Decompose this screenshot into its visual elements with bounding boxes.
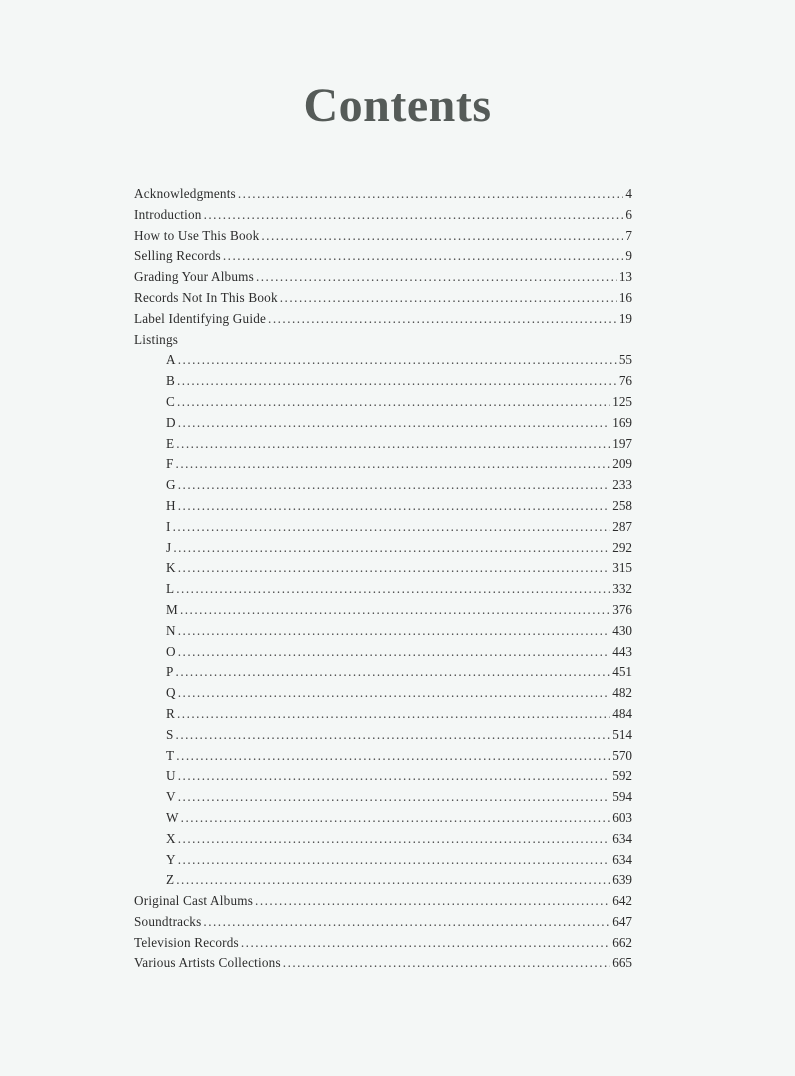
toc-label: Grading Your Albums [134, 269, 254, 285]
toc-label: E [166, 435, 175, 451]
dot-leader [178, 850, 610, 871]
toc-label: Q [166, 685, 176, 701]
toc-entry-letter [134, 662, 632, 683]
toc-page-number: 287 [612, 518, 632, 534]
toc-label: Selling Records [134, 248, 221, 264]
toc-page-number: 451 [612, 664, 632, 680]
dot-leader [261, 226, 623, 247]
toc-label: Z [166, 872, 175, 888]
toc-label: Original Cast Albums [134, 893, 254, 909]
dot-leader [181, 808, 611, 829]
toc-page-number: 209 [612, 456, 632, 472]
toc-label: Label Identifying Guide [134, 310, 267, 326]
dot-leader [173, 538, 610, 559]
toc-entry-acknowledgments [134, 184, 632, 205]
dot-leader [268, 309, 617, 330]
toc-label: Introduction [134, 206, 202, 222]
dot-leader [241, 933, 610, 954]
toc-label: U [166, 768, 176, 784]
toc-label: G [166, 477, 176, 493]
toc-page-number: 647 [612, 913, 632, 929]
toc-page-number: 197 [612, 435, 632, 451]
toc-entry-listings [134, 330, 632, 351]
toc-entry-original-cast [134, 891, 632, 912]
toc-label: C [166, 393, 175, 409]
toc-label: Records Not In This Book [134, 289, 278, 305]
page-title: Contents [303, 79, 492, 132]
toc-label: B [166, 373, 175, 389]
dot-leader [178, 642, 610, 663]
dot-leader [178, 621, 610, 642]
toc-entry-label-guide [134, 309, 632, 330]
toc-page-number: 642 [612, 893, 632, 909]
dot-leader [177, 392, 610, 413]
toc-label: How to Use This Book [134, 227, 260, 243]
toc-page-number: 4 [625, 186, 632, 201]
toc-page-number: 665 [612, 955, 632, 971]
toc-entry-letter [134, 371, 632, 392]
toc-page-number: 603 [612, 809, 632, 825]
toc-entry-letter [134, 642, 632, 663]
dot-leader [176, 434, 610, 455]
toc-entry-letter [134, 579, 632, 600]
toc-entry-letter [134, 558, 632, 579]
dot-leader [256, 267, 617, 288]
toc-entry-letter [134, 704, 632, 725]
dot-leader [178, 475, 610, 496]
toc-entry-letter [134, 454, 632, 475]
toc-page-number: 7 [625, 227, 632, 243]
toc-page-number: 592 [612, 768, 632, 784]
toc-page-number: 9 [625, 248, 632, 264]
toc-page-number: 169 [612, 414, 632, 430]
dot-leader [176, 746, 610, 767]
toc-label: L [166, 581, 175, 597]
toc-label: R [166, 705, 175, 721]
dot-leader [178, 683, 610, 704]
toc-label: O [166, 643, 176, 659]
toc-entry-letter [134, 621, 632, 642]
table-of-contents [134, 184, 632, 974]
toc-page-number: 570 [612, 747, 632, 763]
toc-page-number: 55 [618, 352, 632, 368]
toc-entry-letter [134, 829, 632, 850]
dot-leader [176, 662, 611, 683]
toc-label: A [166, 352, 176, 368]
toc-label: Acknowledgments [134, 186, 236, 201]
toc-entry-letter [134, 725, 632, 746]
toc-page-number: 484 [612, 705, 632, 721]
toc-label: N [166, 622, 176, 638]
toc-page-number: 125 [612, 393, 632, 409]
toc-page-number: 16 [618, 289, 632, 305]
toc-page-number: 332 [612, 581, 632, 597]
toc-label: S [166, 726, 174, 742]
toc-page-number: 430 [612, 622, 632, 638]
dot-leader [178, 350, 617, 371]
toc-page-number: 76 [618, 373, 632, 389]
toc-page-number: 639 [612, 872, 632, 888]
toc-label: D [166, 414, 176, 430]
toc-entry-letter [134, 496, 632, 517]
toc-label: Television Records [134, 934, 239, 950]
dot-leader [173, 517, 611, 538]
dot-leader [178, 766, 610, 787]
toc-page-number: 13 [618, 269, 632, 285]
toc-label: F [166, 456, 174, 472]
toc-entry-letter [134, 434, 632, 455]
dot-leader [176, 454, 611, 475]
dot-leader [223, 246, 624, 267]
toc-entry-letter [134, 870, 632, 891]
toc-page-number: 662 [612, 934, 632, 950]
toc-label: P [166, 664, 174, 680]
dot-leader [238, 184, 624, 205]
toc-entry-television [134, 933, 632, 954]
toc-page-number: 292 [612, 539, 632, 555]
dot-leader [178, 558, 610, 579]
toc-entry-letter [134, 808, 632, 829]
toc-label: K [166, 560, 176, 576]
toc-page-number: 19 [618, 310, 632, 326]
dot-leader [176, 870, 610, 891]
toc-page-number: 258 [612, 497, 632, 513]
dot-leader [178, 496, 610, 517]
dot-leader [180, 600, 610, 621]
toc-entry-letter [134, 413, 632, 434]
dot-leader [204, 205, 624, 226]
toc-entry-letter [134, 392, 632, 413]
dot-leader [178, 413, 610, 434]
toc-label: I [166, 518, 171, 534]
toc-label: M [166, 601, 178, 617]
toc-page-number: 634 [612, 830, 632, 846]
dot-leader [178, 829, 610, 850]
toc-label: W [166, 809, 179, 825]
toc-label: T [166, 747, 175, 763]
toc-page-number: 594 [612, 789, 632, 805]
toc-entry-letter [134, 517, 632, 538]
dot-leader [178, 787, 610, 808]
toc-entry-letter [134, 350, 632, 371]
toc-label: V [166, 789, 176, 805]
toc-entry-soundtracks [134, 912, 632, 933]
toc-label: Various Artists Collections [134, 955, 281, 971]
toc-page-number: 634 [612, 851, 632, 867]
toc-entry-grading [134, 267, 632, 288]
toc-label: X [166, 830, 176, 846]
toc-entry-letter [134, 746, 632, 767]
toc-entry-records-not-in-book [134, 288, 632, 309]
toc-page-number: 315 [612, 560, 632, 576]
dot-leader [176, 579, 610, 600]
toc-entry-letter [134, 475, 632, 496]
toc-entry-various-artists [134, 953, 632, 974]
dot-leader [176, 725, 611, 746]
toc-entry-letter [134, 787, 632, 808]
dot-leader [280, 288, 617, 309]
toc-entry-letter [134, 850, 632, 871]
toc-page-number: 376 [612, 601, 632, 617]
toc-entry-letter [134, 600, 632, 621]
toc-page-number: 443 [612, 643, 632, 659]
toc-page-number: 233 [612, 477, 632, 493]
toc-label: Soundtracks [134, 913, 202, 929]
dot-leader [177, 704, 610, 725]
toc-label: Listings [134, 331, 179, 347]
toc-page-number: 6 [625, 206, 632, 222]
toc-entry-letter [134, 766, 632, 787]
dot-leader [203, 912, 610, 933]
dot-leader [255, 891, 610, 912]
toc-entry-letter [134, 538, 632, 559]
toc-entry-selling-records [134, 246, 632, 267]
dot-leader [177, 371, 617, 392]
toc-page-number: 482 [612, 685, 632, 701]
toc-label: H [166, 497, 176, 513]
toc-entry-how-to-use [134, 226, 632, 247]
toc-label: Y [166, 851, 176, 867]
toc-page-number: 514 [612, 726, 632, 742]
dot-leader [283, 953, 610, 974]
toc-label: J [166, 539, 172, 555]
toc-entry-letter [134, 683, 632, 704]
toc-entry-introduction [134, 205, 632, 226]
